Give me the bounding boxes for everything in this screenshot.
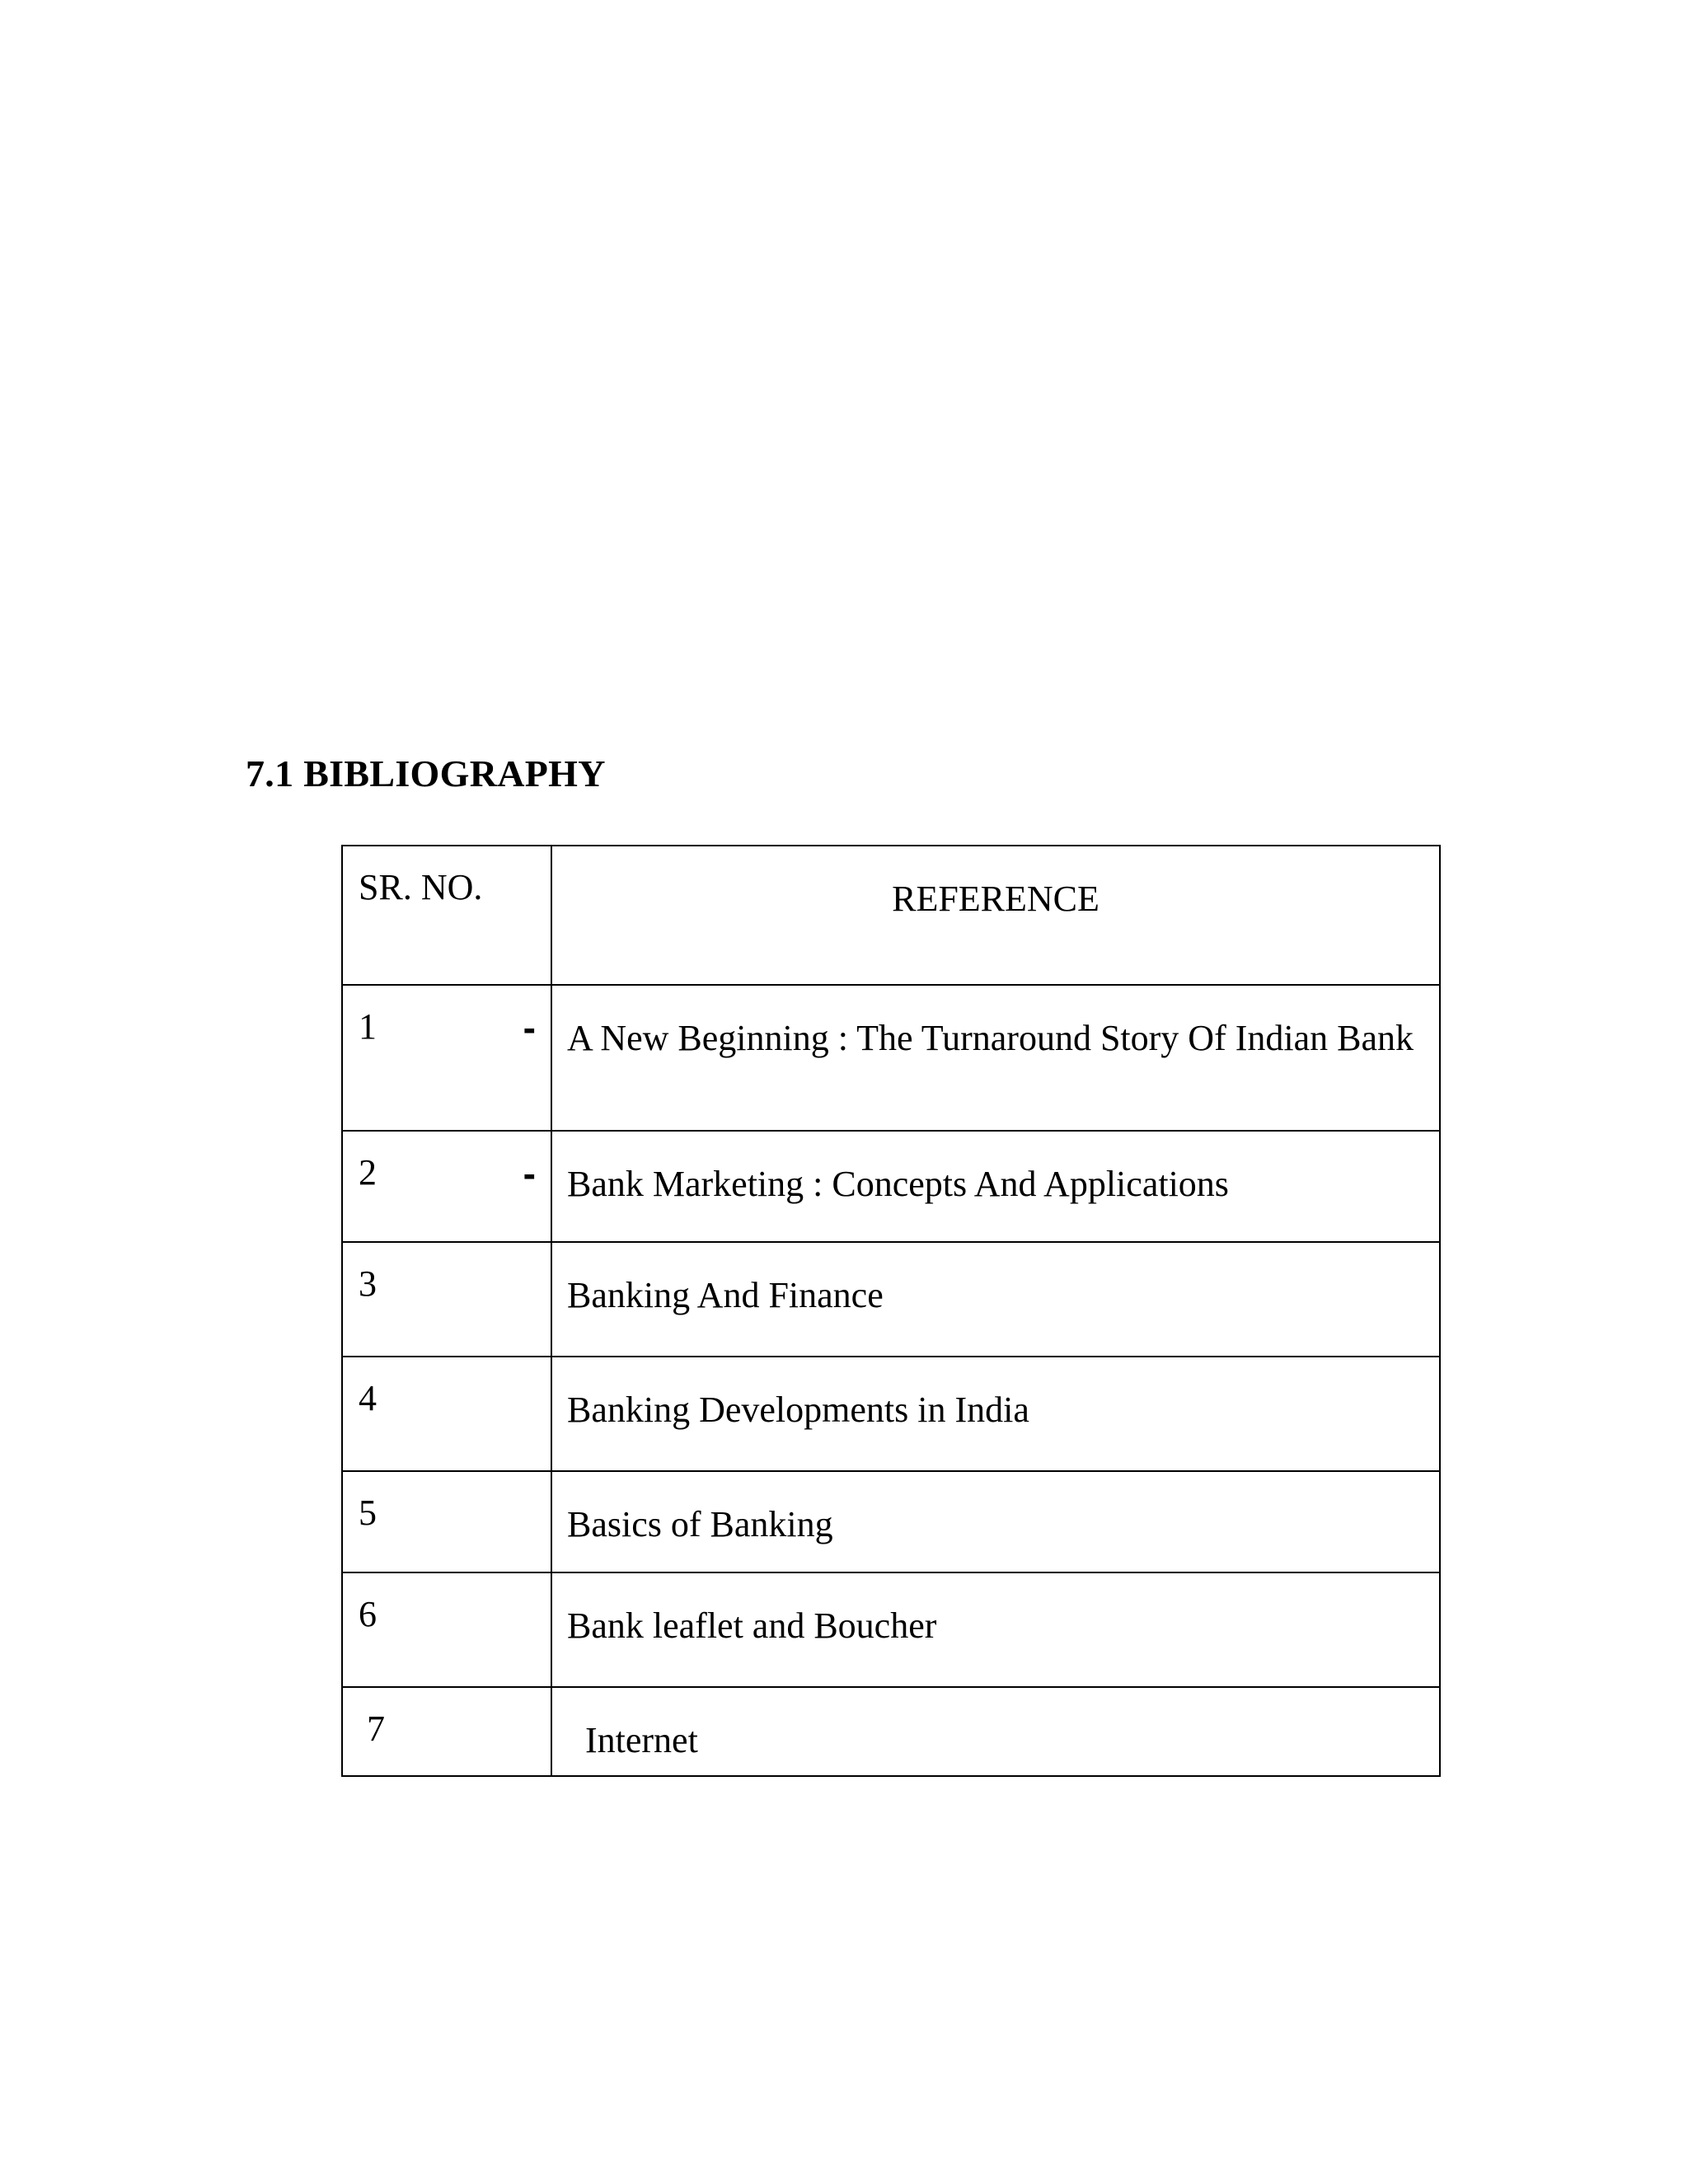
reference-cell (551, 1471, 1440, 1572)
sr-cell (342, 1242, 551, 1357)
reference-cell (551, 1572, 1440, 1687)
sr-cell (342, 1131, 551, 1242)
reference-text: Banking Developments in India (567, 1390, 1029, 1430)
header-sr-no-label: SR. NO. (359, 867, 483, 907)
sr-number: 5 (359, 1493, 377, 1533)
reference-text: Bank Marketing : Concepts And Applications (567, 1164, 1229, 1204)
table-row (342, 1357, 1440, 1471)
sr-cell (342, 985, 551, 1131)
reference-cell (551, 1357, 1440, 1471)
reference-cell (551, 985, 1440, 1131)
sr-number: 4 (359, 1378, 377, 1418)
table-row (342, 1242, 1440, 1357)
dash-mark: - (523, 1152, 536, 1195)
sr-cell (342, 1471, 551, 1572)
sr-cell (342, 1572, 551, 1687)
reference-text: Bank leaflet and Boucher (567, 1605, 937, 1646)
reference-text: Banking And Finance (567, 1275, 884, 1315)
sr-number: 2 (359, 1152, 377, 1193)
table-row (342, 1131, 1440, 1242)
header-reference-label: REFERENCE (892, 879, 1100, 919)
sr-number: 1 (359, 1006, 377, 1047)
sr-number: 3 (359, 1263, 377, 1304)
sr-number: 6 (359, 1594, 377, 1634)
reference-text: A New Beginning : The Turnaround Story Of Indian Bank (567, 1018, 1414, 1058)
reference-cell (551, 1687, 1440, 1776)
table-row (342, 1572, 1440, 1687)
table-row (342, 1687, 1440, 1776)
reference-text: Internet (585, 1720, 698, 1760)
bibliography-table (341, 845, 1441, 1777)
dash-mark: - (523, 1006, 536, 1049)
reference-cell (551, 1131, 1440, 1242)
sr-cell (342, 1687, 551, 1776)
header-reference (551, 846, 1440, 985)
table-row (342, 1471, 1440, 1572)
table-row (342, 985, 1440, 1131)
sr-cell (342, 1357, 551, 1471)
sr-number: 7 (367, 1708, 385, 1749)
section-heading: 7.1 BIBLIOGRAPHY (246, 752, 606, 794)
reference-cell (551, 1242, 1440, 1357)
reference-text: Basics of Banking (567, 1504, 833, 1544)
header-sr-no (342, 846, 551, 985)
table-header-row (342, 846, 1440, 985)
